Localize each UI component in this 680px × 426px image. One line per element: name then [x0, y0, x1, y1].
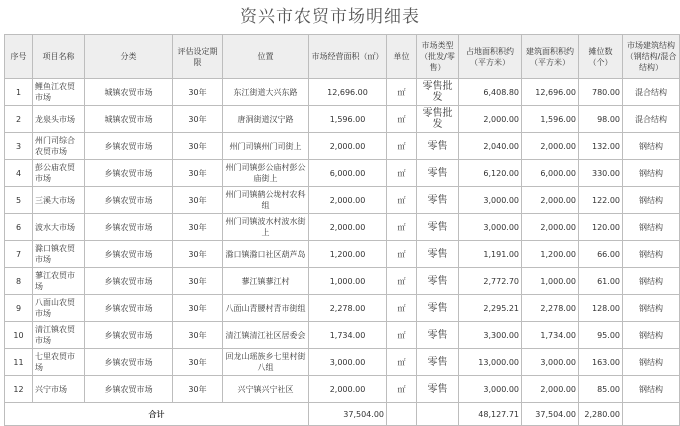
header-name: 项目名称 — [33, 35, 85, 79]
cell-land: 2,000.00 — [459, 106, 522, 133]
cell-unit: ㎡ — [387, 160, 417, 187]
cell-stalls: 128.00 — [579, 295, 623, 322]
cell-building: 3,000.00 — [522, 349, 579, 376]
header-stalls: 摊位数（个） — [579, 35, 623, 79]
cell-stalls: 61.00 — [579, 268, 623, 295]
header-location: 位置 — [223, 35, 309, 79]
cell-term: 30年 — [173, 295, 223, 322]
cell-area: 2,000.00 — [309, 133, 387, 160]
cell-stalls: 780.00 — [579, 79, 623, 106]
cell-location: 州门司镇彭公庙村彭公庙街上 — [223, 160, 309, 187]
cell-unit: ㎡ — [387, 376, 417, 403]
cell-structure: 钢结构 — [623, 268, 680, 295]
cell-unit: ㎡ — [387, 214, 417, 241]
cell-type: 零售 — [417, 376, 459, 403]
page-title: 资兴市农贸市场明细表 — [240, 7, 420, 27]
cell-unit: ㎡ — [387, 268, 417, 295]
cell-type: 零售 — [417, 349, 459, 376]
cell-building: 1,734.00 — [522, 322, 579, 349]
cell-type: 零售 — [417, 322, 459, 349]
cell-building: 2,000.00 — [522, 376, 579, 403]
cell-category: 乡镇农贸市场 — [85, 160, 173, 187]
header-row — [5, 35, 680, 79]
cell-location: 州门司镇波水村波水街上 — [223, 214, 309, 241]
total-label: 合计 — [5, 403, 309, 426]
cell-term: 30年 — [173, 79, 223, 106]
header-building: 建筑面积积约（平方米） — [522, 35, 579, 79]
cell-building: 2,000.00 — [522, 133, 579, 160]
header-category: 分类 — [85, 35, 173, 79]
cell-structure: 钢结构 — [623, 214, 680, 241]
cell-unit: ㎡ — [387, 241, 417, 268]
cell-structure: 钢结构 — [623, 241, 680, 268]
cell-name: 七里农贸市场 — [33, 349, 85, 376]
cell-term: 30年 — [173, 349, 223, 376]
cell-name: 彭公庙农贸市场 — [33, 160, 85, 187]
cell-category: 乡镇农贸市场 — [85, 376, 173, 403]
cell-term: 30年 — [173, 376, 223, 403]
cell-type: 零售批发 — [417, 106, 459, 133]
cell-no: 5 — [5, 187, 33, 214]
cell-land: 3,000.00 — [459, 214, 522, 241]
cell-name: 清江镇农贸市场 — [33, 322, 85, 349]
cell-no: 6 — [5, 214, 33, 241]
cell-category: 乡镇农贸市场 — [85, 241, 173, 268]
table-row — [5, 322, 680, 349]
cell-structure: 钢结构 — [623, 322, 680, 349]
table-row — [5, 133, 680, 160]
cell-no: 1 — [5, 79, 33, 106]
cell-structure: 混合结构 — [623, 106, 680, 133]
cell-area: 1,000.00 — [309, 268, 387, 295]
table-row — [5, 187, 680, 214]
total-building: 37,504.00 — [522, 403, 579, 426]
table-row — [5, 106, 680, 133]
cell-land: 3,300.00 — [459, 322, 522, 349]
cell-location: 回龙山瑶族乡七里村街八组 — [223, 349, 309, 376]
cell-name: 兴宁市场 — [33, 376, 85, 403]
cell-category: 乡镇农贸市场 — [85, 133, 173, 160]
cell-no: 9 — [5, 295, 33, 322]
cell-name: 波水大市场 — [33, 214, 85, 241]
cell-type: 零售批发 — [417, 79, 459, 106]
cell-area: 12,696.00 — [309, 79, 387, 106]
cell-structure: 钢结构 — [623, 160, 680, 187]
cell-structure: 钢结构 — [623, 295, 680, 322]
table-row — [5, 268, 680, 295]
total-stalls: 2,280.00 — [579, 403, 623, 426]
cell-term: 30年 — [173, 187, 223, 214]
cell-type: 零售 — [417, 214, 459, 241]
cell-building: 2,000.00 — [522, 187, 579, 214]
cell-area: 2,278.00 — [309, 295, 387, 322]
header-type: 市场类型（批发/零售） — [417, 35, 459, 79]
cell-location: 清江镇清江社区居委会 — [223, 322, 309, 349]
cell-land: 6,120.00 — [459, 160, 522, 187]
cell-no: 3 — [5, 133, 33, 160]
cell-area: 2,000.00 — [309, 187, 387, 214]
cell-location: 州门司镇鹤公垅村农科组 — [223, 187, 309, 214]
cell-location: 蓼江镇蓼江村 — [223, 268, 309, 295]
cell-no: 8 — [5, 268, 33, 295]
header-no: 序号 — [5, 35, 33, 79]
cell-term: 30年 — [173, 268, 223, 295]
cell-category: 城镇农贸市场 — [85, 106, 173, 133]
cell-location: 唐洞街道汉宁路 — [223, 106, 309, 133]
cell-structure: 钢结构 — [623, 376, 680, 403]
cell-area: 6,000.00 — [309, 160, 387, 187]
header-area: 市场经营面积（㎡） — [309, 35, 387, 79]
cell-unit: ㎡ — [387, 322, 417, 349]
header-structure: 市场建筑结构（钢结构/混合结构） — [623, 35, 680, 79]
total-land: 48,127.71 — [459, 403, 522, 426]
cell-type: 零售 — [417, 268, 459, 295]
market-table — [4, 34, 680, 426]
cell-no: 12 — [5, 376, 33, 403]
cell-area: 1,734.00 — [309, 322, 387, 349]
cell-category: 乡镇农贸市场 — [85, 214, 173, 241]
cell-term: 30年 — [173, 214, 223, 241]
cell-name: 三溪大市场 — [33, 187, 85, 214]
cell-building: 2,278.00 — [522, 295, 579, 322]
cell-name: 八面山农贸市场 — [33, 295, 85, 322]
cell-type: 零售 — [417, 295, 459, 322]
cell-stalls: 66.00 — [579, 241, 623, 268]
cell-term: 30年 — [173, 106, 223, 133]
cell-area: 1,596.00 — [309, 106, 387, 133]
cell-land: 1,191.00 — [459, 241, 522, 268]
cell-stalls: 330.00 — [579, 160, 623, 187]
cell-category: 乡镇农贸市场 — [85, 349, 173, 376]
cell-stalls: 98.00 — [579, 106, 623, 133]
cell-name: 蓼江农贸市场 — [33, 268, 85, 295]
cell-name: 鲤鱼江农贸市场 — [33, 79, 85, 106]
cell-stalls: 122.00 — [579, 187, 623, 214]
cell-unit: ㎡ — [387, 295, 417, 322]
cell-building: 2,000.00 — [522, 214, 579, 241]
cell-location: 滁口镇滁口社区葫芦岛 — [223, 241, 309, 268]
table-row — [5, 214, 680, 241]
cell-term: 30年 — [173, 133, 223, 160]
cell-building: 1,596.00 — [522, 106, 579, 133]
cell-building: 1,000.00 — [522, 268, 579, 295]
cell-building: 1,200.00 — [522, 241, 579, 268]
cell-stalls: 163.00 — [579, 349, 623, 376]
table-row — [5, 160, 680, 187]
total-empty — [387, 403, 417, 426]
cell-no: 4 — [5, 160, 33, 187]
cell-stalls: 120.00 — [579, 214, 623, 241]
cell-building: 12,696.00 — [522, 79, 579, 106]
cell-location: 兴宁镇兴宁社区 — [223, 376, 309, 403]
cell-term: 30年 — [173, 160, 223, 187]
total-area: 37,504.00 — [309, 403, 387, 426]
cell-stalls: 132.00 — [579, 133, 623, 160]
cell-name: 龙泉头市场 — [33, 106, 85, 133]
total-empty — [623, 403, 680, 426]
cell-location: 八面山青腰村青市街组 — [223, 295, 309, 322]
cell-building: 6,000.00 — [522, 160, 579, 187]
table-row — [5, 241, 680, 268]
cell-type: 零售 — [417, 133, 459, 160]
cell-area: 2,000.00 — [309, 376, 387, 403]
cell-land: 2,772.70 — [459, 268, 522, 295]
cell-land: 3,000.00 — [459, 187, 522, 214]
table-row — [5, 295, 680, 322]
cell-location: 东江街道大兴东路 — [223, 79, 309, 106]
cell-term: 30年 — [173, 241, 223, 268]
table-row — [5, 79, 680, 106]
cell-no: 10 — [5, 322, 33, 349]
cell-structure: 钢结构 — [623, 187, 680, 214]
cell-type: 零售 — [417, 187, 459, 214]
cell-category: 乡镇农贸市场 — [85, 322, 173, 349]
cell-land: 2,040.00 — [459, 133, 522, 160]
cell-unit: ㎡ — [387, 106, 417, 133]
cell-structure: 混合结构 — [623, 79, 680, 106]
cell-unit: ㎡ — [387, 133, 417, 160]
cell-category: 乡镇农贸市场 — [85, 187, 173, 214]
cell-type: 零售 — [417, 160, 459, 187]
cell-unit: ㎡ — [387, 79, 417, 106]
cell-area: 2,000.00 — [309, 214, 387, 241]
header-term: 评估设定期限 — [173, 35, 223, 79]
cell-unit: ㎡ — [387, 349, 417, 376]
cell-name: 滁口镇农贸市场 — [33, 241, 85, 268]
cell-area: 1,200.00 — [309, 241, 387, 268]
cell-stalls: 85.00 — [579, 376, 623, 403]
cell-category: 乡镇农贸市场 — [85, 295, 173, 322]
total-empty — [417, 403, 459, 426]
cell-land: 13,000.00 — [459, 349, 522, 376]
cell-type: 零售 — [417, 241, 459, 268]
cell-name: 州门司综合农贸市场 — [33, 133, 85, 160]
header-unit: 单位 — [387, 35, 417, 79]
header-land: 占地面积积约（平方米） — [459, 35, 522, 79]
cell-land: 2,295.21 — [459, 295, 522, 322]
total-row — [5, 403, 680, 426]
cell-location: 州门司镇州门司街上 — [223, 133, 309, 160]
cell-structure: 钢结构 — [623, 349, 680, 376]
cell-category: 乡镇农贸市场 — [85, 268, 173, 295]
table-row — [5, 376, 680, 403]
cell-no: 2 — [5, 106, 33, 133]
cell-term: 30年 — [173, 322, 223, 349]
cell-land: 6,408.80 — [459, 79, 522, 106]
cell-no: 7 — [5, 241, 33, 268]
cell-structure: 钢结构 — [623, 133, 680, 160]
table-row — [5, 349, 680, 376]
cell-category: 城镇农贸市场 — [85, 79, 173, 106]
cell-land: 3,000.00 — [459, 376, 522, 403]
cell-stalls: 95.00 — [579, 322, 623, 349]
cell-unit: ㎡ — [387, 187, 417, 214]
cell-no: 11 — [5, 349, 33, 376]
cell-area: 3,000.00 — [309, 349, 387, 376]
